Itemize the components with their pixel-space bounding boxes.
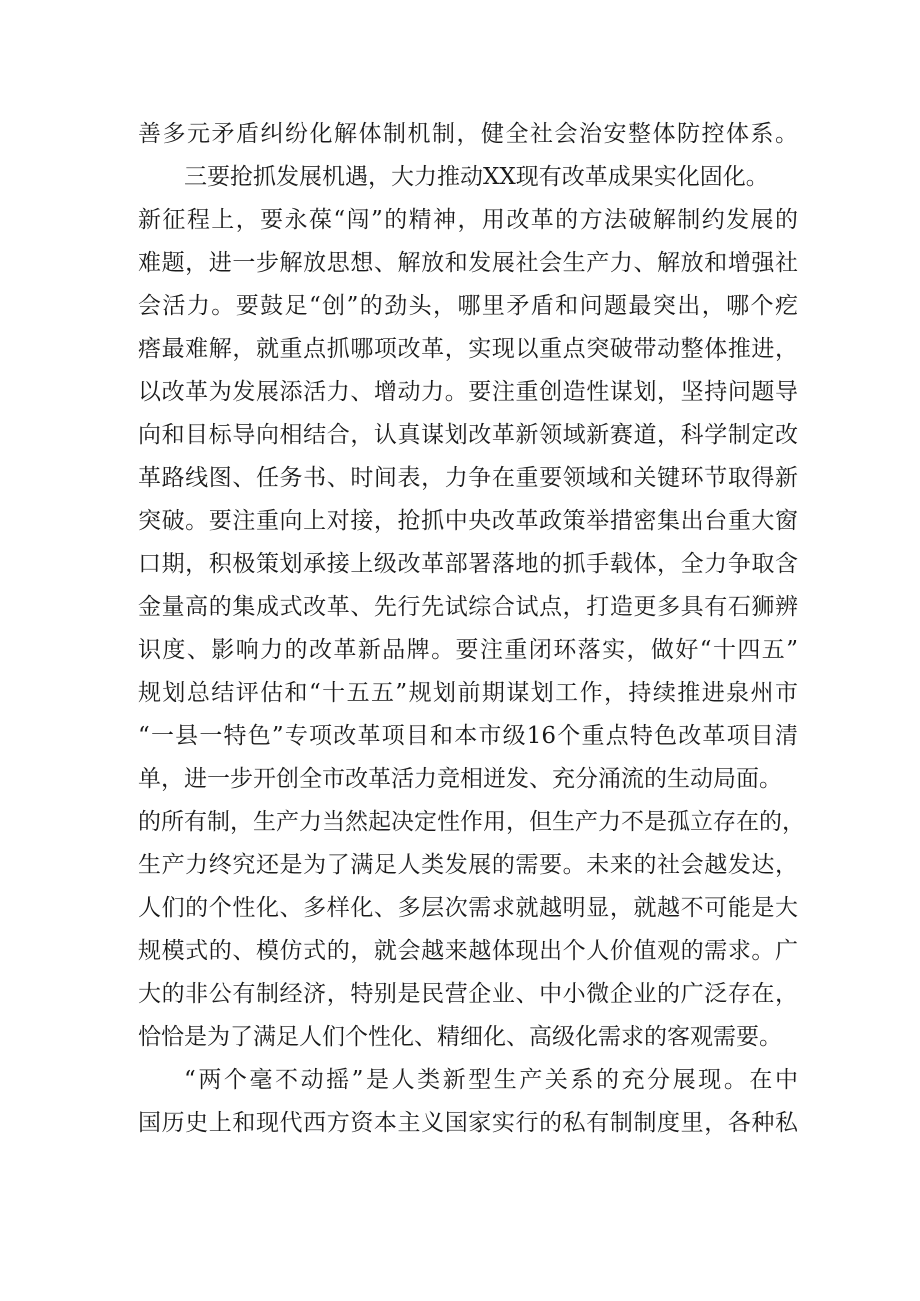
text-line: 金量高的集成式改革、先行先试综合试点，打造更多具有石狮辨 [138, 594, 798, 620]
text-line: 大的非公有制经济，特别是民营企业、中小微企业的广泛存在， [138, 981, 798, 1007]
paragraph-heading-line: 三要抢抓发展机遇，大力推动XX现有改革成果实化固化。 [184, 164, 769, 190]
text-line: 善多元矛盾纠纷化解体制机制，健全社会治安整体防控体系。 [138, 121, 798, 147]
text-line: 向和目标导向相结合，认真谋划改革新领域新赛道，科学制定改 [138, 422, 798, 448]
text-line: 生产力终究还是为了满足人类发展的需要。未来的社会越发达， [138, 852, 798, 878]
text-line: 识度、影响力的改革新品牌。要注重闭环落实，做好“十四五” [138, 637, 798, 663]
text-line: “一县一特色”专项改革项目和本市级16个重点特色改革项目清 [138, 723, 798, 749]
text-line: 单，进一步开创全市改革活力竞相迸发、充分涌流的生动局面。 [138, 766, 782, 792]
text-line: 瘩最难解，就重点抓哪项改革，实现以重点突破带动整体推进， [138, 336, 798, 362]
text-line: 难题，进一步解放思想、解放和发展社会生产力、解放和增强社 [138, 250, 798, 276]
text-line: 新征程上，要永葆“闯”的精神，用改革的方法破解制约发展的 [138, 207, 798, 233]
text-line: 规模式的、模仿式的，就会越来越体现出个人价值观的需求。广 [138, 938, 798, 964]
text-line: 突破。要注重向上对接，抢抓中央改革政策举措密集出台重大窗 [138, 508, 798, 534]
document-body [138, 113, 805, 1145]
text-line: 国历史上和现代西方资本主义国家实行的私有制制度里，各种私 [138, 1110, 798, 1136]
text-line: 人们的个性化、多样化、多层次需求就越明显，就越不可能是大 [138, 895, 798, 921]
text-line: 革路线图、任务书、时间表，力争在重要领域和关键环节取得新 [138, 465, 798, 491]
text-line: “两个毫不动摇”是人类新型生产关系的充分展现。在中 [184, 1067, 798, 1093]
text-line: 以改革为发展添活力、增动力。要注重创造性谋划，坚持问题导 [138, 379, 798, 405]
text-line: 的所有制，生产力当然起决定性作用，但生产力不是孤立存在的， [138, 809, 805, 835]
text-line: 规划总结评估和“十五五”规划前期谋划工作，持续推进泉州市 [138, 680, 798, 706]
text-line: 会活力。要鼓足“创”的劲头，哪里矛盾和问题最突出，哪个疙 [138, 293, 798, 319]
text-line: 口期，积极策划承接上级改革部署落地的抓手载体，全力争取含 [138, 551, 798, 577]
text-line: 恰恰是为了满足人们个性化、精细化、高级化需求的客观需要。 [138, 1024, 782, 1050]
